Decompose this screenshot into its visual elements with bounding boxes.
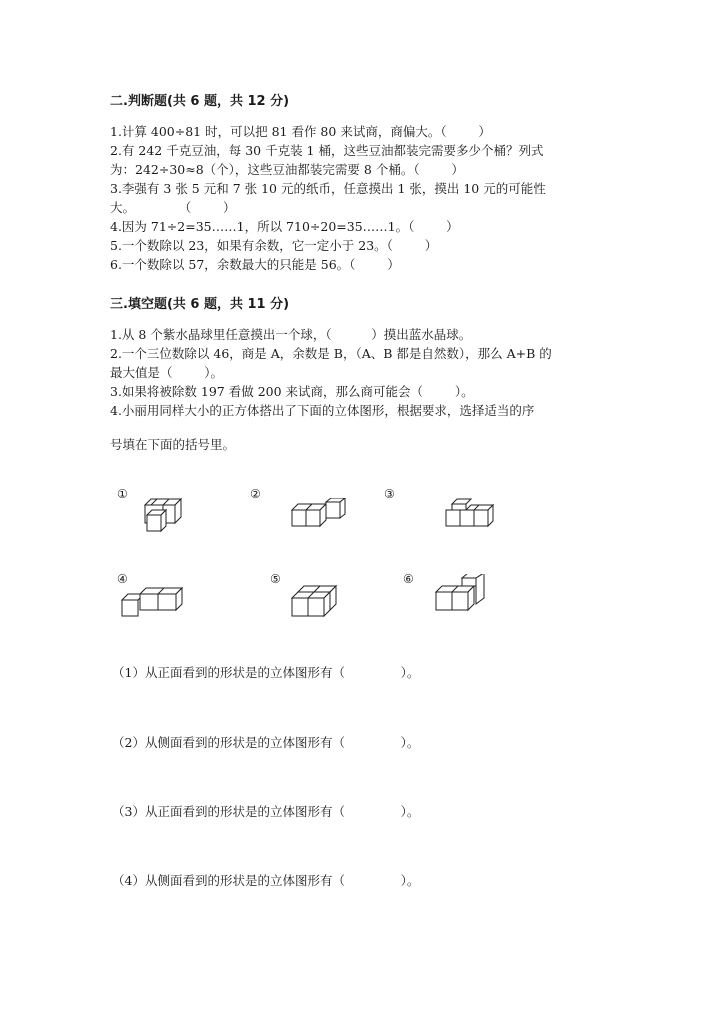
question-2-3-line-2: 大。 （ ） (110, 200, 236, 215)
figure-3-label: ③ (384, 487, 395, 501)
subquestion-3: （3）从正面看到的形状是的立体图形有（ ）。 (112, 804, 420, 819)
figure-4-label: ④ (117, 572, 128, 586)
cube-figure-4 (118, 584, 190, 620)
question-2-5: 5.一个数除以 23，如果有余数，它一定小于 23。（ ） (110, 238, 438, 253)
cube-figure-2 (288, 498, 350, 532)
cube-figure-6 (432, 574, 494, 614)
question-3-4-line-2: 号填在下面的括号里。 (110, 437, 236, 452)
question-2-1: 1.计算 400÷81 时，可以把 81 看作 80 来试商，商偏大。（ ） (110, 124, 491, 139)
subquestion-1: （1）从正面看到的形状是的立体图形有（ ）。 (112, 665, 420, 680)
cube-figure-5 (288, 584, 348, 620)
section-3-heading: 三.填空题(共 6 题，共 11 分) (110, 297, 290, 312)
question-3-3: 3.如果将被除数 197 看做 200 来试商，那么商可能会（ ）。 (110, 384, 474, 399)
question-2-4: 4.因为 71÷2=35……1，所以 710÷20=35……1。（ ） (110, 219, 459, 234)
cube-figure-1 (135, 495, 195, 537)
question-3-2-line-1: 2.一个三位数除以 46，商是 A，余数是 B，（A、B 都是自然数），那么 A+B 的 (110, 346, 552, 361)
question-3-2-line-2: 最大值是（ ）。 (110, 365, 224, 380)
question-2-6: 6.一个数除以 57，余数最大的只能是 56。（ ） (110, 257, 400, 272)
question-3-1: 1.从 8 个紫水晶球里任意摸出一个球，（ ）摸出蓝水晶球。 (110, 327, 472, 342)
question-2-2-line-2: 为：242÷30≈8（个），这些豆油都装完需要 8 个桶。（ ） (110, 162, 464, 177)
question-2-3-line-1: 3.李强有 3 张 5 元和 7 张 10 元的纸币，任意摸出 1 张，摸出 10 元的可能性 (110, 181, 546, 196)
cube-figure-3 (442, 496, 502, 530)
section-2-heading: 二.判断题(共 6 题，共 12 分) (110, 94, 290, 109)
question-2-2-line-1: 2.有 242 千克豆油，每 30 千克装 1 桶，这些豆油都装完需要多少个桶？列式 (110, 143, 544, 158)
figure-2-label: ② (250, 487, 261, 501)
subquestion-4: （4）从侧面看到的形状是的立体图形有（ ）。 (112, 873, 420, 888)
subquestion-2: （2）从侧面看到的形状是的立体图形有（ ）。 (112, 735, 420, 750)
figure-1-label: ① (117, 487, 128, 501)
figure-5-label: ⑤ (270, 572, 281, 586)
figure-6-label: ⑥ (403, 572, 414, 586)
question-3-4-line-1: 4.小丽用同样大小的正方体搭出了下面的立体图形，根据要求，选择适当的序 (110, 403, 535, 418)
